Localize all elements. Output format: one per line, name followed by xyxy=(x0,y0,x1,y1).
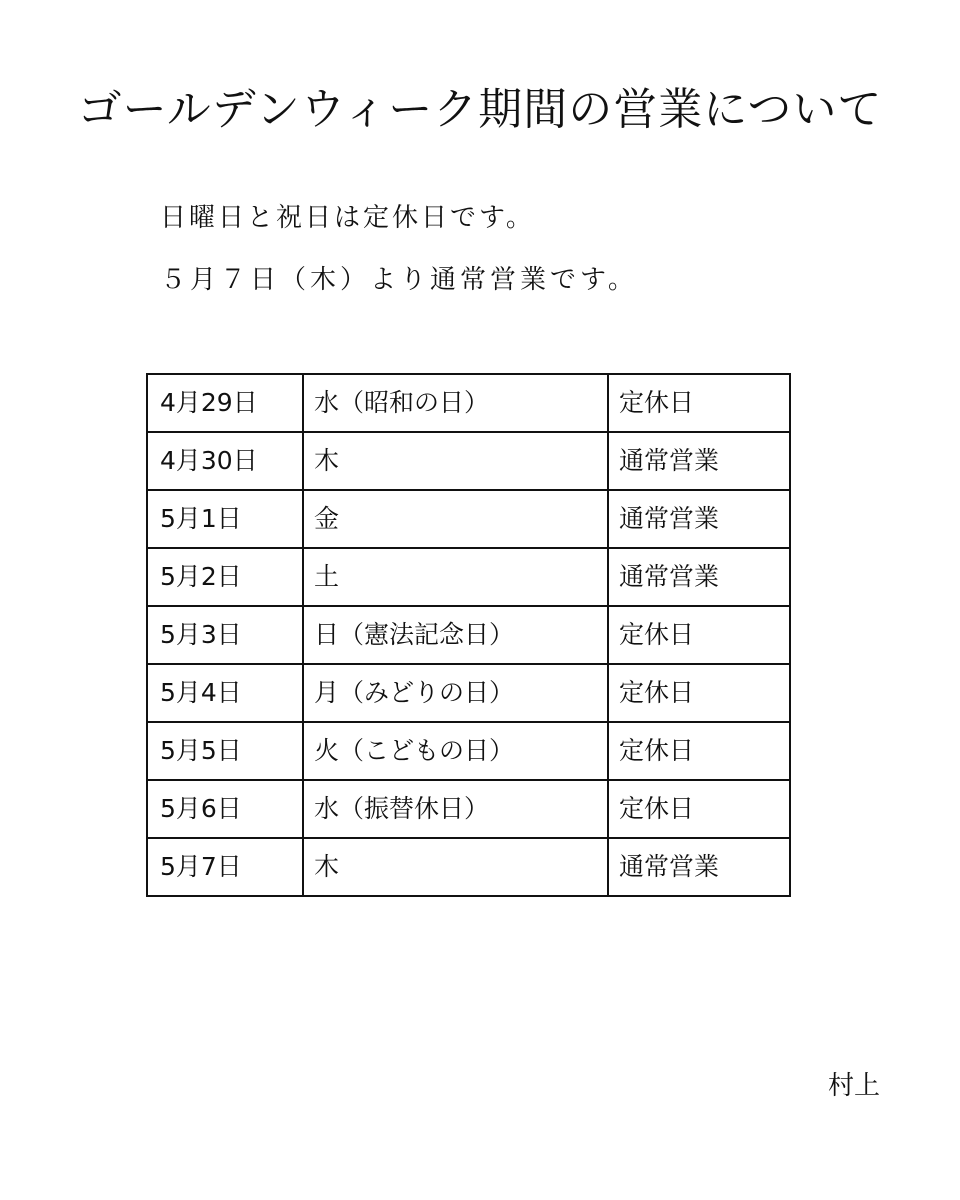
date-cell: 5月6日 xyxy=(147,780,303,838)
date-cell: 5月7日 xyxy=(147,838,303,896)
table-row xyxy=(147,606,790,664)
schedule-table xyxy=(146,373,791,897)
table-row xyxy=(147,780,790,838)
status-cell: 定休日 xyxy=(608,780,790,838)
schedule-table-body xyxy=(147,374,790,896)
signature: 村上 xyxy=(827,1071,880,1101)
status-cell: 通常営業 xyxy=(608,838,790,896)
notice-resume: ５月７日（木）より通常営業です。 xyxy=(160,265,638,295)
notice-holidays: 日曜日と祝日は定休日です。 xyxy=(160,203,535,233)
day-cell: 水（振替休日） xyxy=(303,780,608,838)
status-cell: 定休日 xyxy=(608,664,790,722)
day-cell: 木 xyxy=(303,838,608,896)
status-cell: 定休日 xyxy=(608,374,790,432)
status-cell: 通常営業 xyxy=(608,432,790,490)
table-row xyxy=(147,548,790,606)
table-row xyxy=(147,838,790,896)
status-cell: 通常営業 xyxy=(608,548,790,606)
date-cell: 5月5日 xyxy=(147,722,303,780)
date-cell: 5月1日 xyxy=(147,490,303,548)
table-row xyxy=(147,722,790,780)
day-cell: 金 xyxy=(303,490,608,548)
date-cell: 5月2日 xyxy=(147,548,303,606)
status-cell: 通常営業 xyxy=(608,490,790,548)
day-cell: 水（昭和の日） xyxy=(303,374,608,432)
date-cell: 5月3日 xyxy=(147,606,303,664)
table-row xyxy=(147,374,790,432)
table-row xyxy=(147,490,790,548)
date-cell: 4月29日 xyxy=(147,374,303,432)
table-row xyxy=(147,664,790,722)
page-title: ゴールデンウィーク期間の営業について xyxy=(77,84,883,135)
date-cell: 4月30日 xyxy=(147,432,303,490)
table-row xyxy=(147,432,790,490)
day-cell: 木 xyxy=(303,432,608,490)
day-cell: 火（こどもの日） xyxy=(303,722,608,780)
status-cell: 定休日 xyxy=(608,606,790,664)
day-cell: 月（みどりの日） xyxy=(303,664,608,722)
day-cell: 日（憲法記念日） xyxy=(303,606,608,664)
status-cell: 定休日 xyxy=(608,722,790,780)
date-cell: 5月4日 xyxy=(147,664,303,722)
day-cell: 土 xyxy=(303,548,608,606)
